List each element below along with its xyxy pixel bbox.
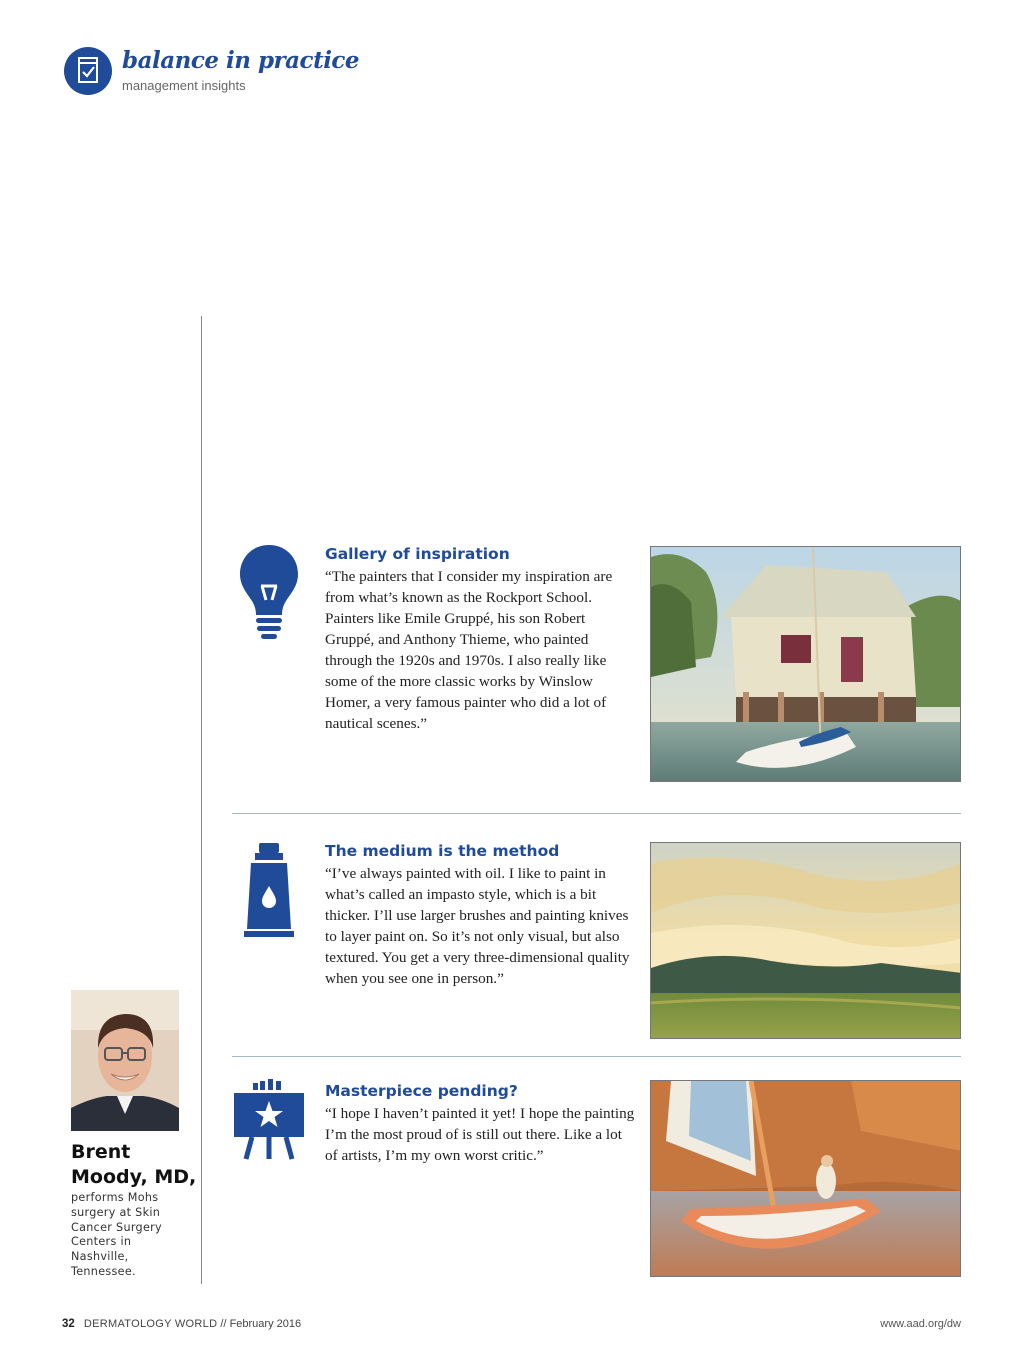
section-badge	[64, 47, 112, 95]
department-subtitle: management insights	[122, 78, 246, 93]
easel-icon	[234, 1079, 304, 1166]
painting-landscape	[650, 842, 961, 1039]
section-body: “I hope I haven’t painted it yet! I hope the painting I’m the most proud of is still out there. Like a lot of artists, I’m my own worst critic.”	[325, 1105, 635, 1164]
section-heading: Masterpiece pending?	[325, 1082, 518, 1100]
section-divider	[232, 813, 961, 814]
footer-url[interactable]: www.aad.org/dw	[880, 1318, 961, 1330]
department-title: balance in practice	[122, 47, 360, 74]
paint-tube-icon	[241, 843, 297, 942]
magazine-name: DERMATOLOGY WORLD	[83, 1318, 218, 1330]
painting-sailboat	[650, 1080, 961, 1277]
section-body: “I’ve always painted with oil. I like to paint in what’s called an impasto style, which is a bit thicker. I’ll use larger brushes and painting knives to layer paint on. So it’s not only visual, but also textured. You get a very three-dimensional quality when you see one in person.”	[325, 865, 630, 987]
section-heading: The medium is the method	[325, 842, 560, 860]
author-photo	[71, 990, 179, 1131]
painting-boathouse	[650, 546, 961, 782]
footer-folio	[62, 1318, 301, 1330]
author-description: performs Mohs surgery at Skin Cancer Surgery Centers in Nashville, Tennessee.	[71, 1191, 162, 1278]
lightbulb-icon	[237, 543, 301, 644]
checklist-icon	[64, 47, 112, 95]
page-number: 32	[62, 1318, 75, 1330]
section-body: “The painters that I consider my inspiration are from what’s known as the Rockport School. Painters like Emile Gruppé, his son Robert Gruppé, and Anthony Thieme, who painted through the 1920s and 1970s. I also really like some of the more classic works by Winslow Homer, a very famous painter who did a lot of nautical scenes.”	[325, 568, 613, 732]
section-divider	[232, 1056, 961, 1057]
vertical-divider	[201, 316, 202, 1284]
issue-date: February 2016	[229, 1318, 302, 1330]
author-name: Brent Moody, MD,	[71, 1141, 197, 1188]
section-heading: Gallery of inspiration	[325, 545, 510, 563]
footer-separator: //	[220, 1318, 227, 1330]
